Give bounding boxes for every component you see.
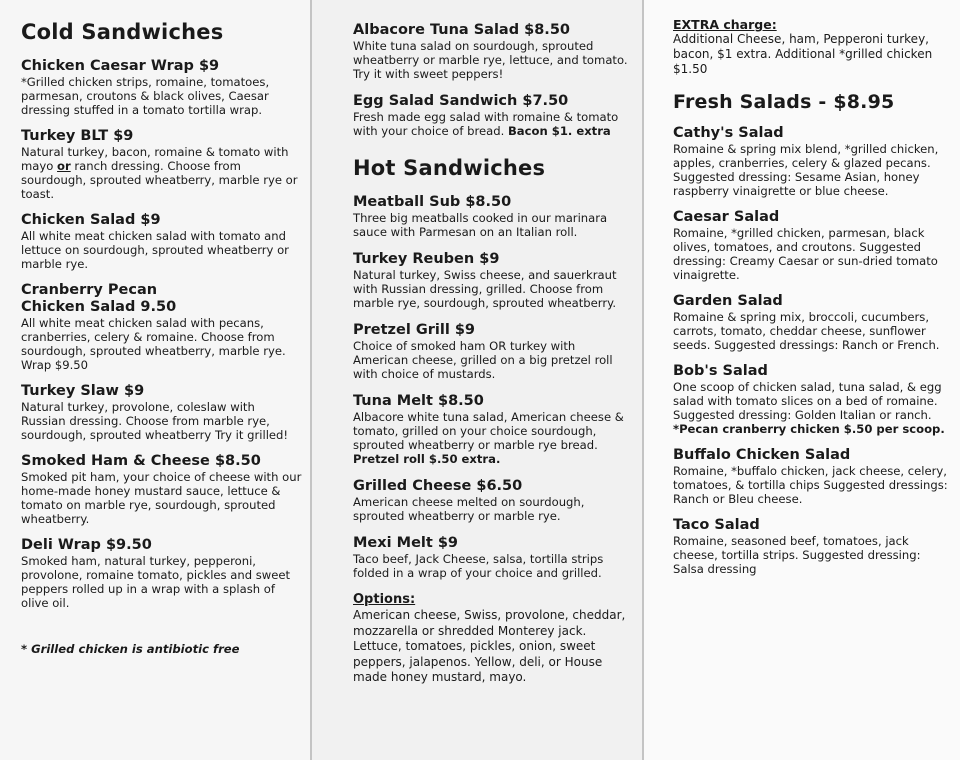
item-name: Caesar Salad	[673, 209, 780, 225]
item-name: Garden Salad	[673, 293, 783, 309]
item-description: Taco beef, Jack Cheese, salsa, tortilla strips folded in a wrap of your choice and grilled.	[353, 552, 604, 580]
item-name: Grilled Cheese $6.50	[353, 478, 523, 494]
item-description: American cheese melted on sourdough, sprouted wheatberry or marble rye.	[353, 495, 585, 523]
fresh-salads-panel	[644, 0, 960, 760]
item-description: White tuna salad on sourdough, sprouted wheatberry or marble rye, lettuce, and tomato. Try it with sweet peppers!	[353, 39, 628, 81]
menu-item	[353, 478, 628, 523]
options-text: American cheese, Swiss, provolone, cheddar, mozzarella or shredded Monterey jack. Lettuce, tomatoes, pickles, onion, sweet peppers, jalapenos. Yellow, deli, or House made honey mustard, mayo.	[353, 608, 626, 684]
item-name: Chicken Salad $9	[21, 212, 161, 228]
item-name: Chicken Salad 9.50	[21, 299, 177, 315]
extra-charge-heading: EXTRA charge:	[673, 17, 777, 32]
item-name: Buffalo Chicken Salad	[673, 447, 851, 463]
menu-item	[673, 125, 954, 198]
menu-item	[673, 209, 954, 282]
item-name: Turkey Slaw $9	[21, 383, 145, 399]
item-name: Taco Salad	[673, 517, 760, 533]
item-name: Smoked Ham & Cheese $8.50	[21, 453, 261, 469]
menu-item	[673, 517, 954, 576]
item-name: Tuna Melt $8.50	[353, 393, 484, 409]
menu-item	[353, 393, 628, 466]
cold-sandwiches-heading: Cold Sandwiches	[21, 20, 224, 44]
item-description-bold: Pretzel roll $.50 extra.	[353, 452, 501, 466]
item-description: Smoked ham, natural turkey, pepperoni, provolone, romaine tomato, pickles and sweet peppers rolled up in a wrap with a splash of olive oil.	[21, 554, 291, 610]
footnote: * Grilled chicken is antibiotic free	[21, 642, 240, 656]
item-name: Pretzel Grill $9	[353, 322, 476, 338]
hot-sandwiches-heading: Hot Sandwiches	[353, 156, 546, 180]
item-description: Albacore white tuna salad, American cheese & tomato, grilled on your choice sourdough, sprouted wheatberry or marble rye bread.	[353, 410, 624, 452]
item-description-bold: *Pecan cranberry chicken $.50 per scoop.	[673, 422, 945, 436]
menu-item	[21, 282, 302, 372]
item-description: All white meat chicken salad with tomato and lettuce on sourdough, sprouted wheatberry or marble rye.	[21, 229, 289, 271]
menu-item	[21, 453, 302, 526]
item-description: Romaine, *buffalo chicken, jack cheese, celery, tomatoes, & tortilla chips Suggested dressings: Ranch or Bleu cheese.	[673, 464, 948, 506]
item-name: Cranberry Pecan	[21, 282, 158, 298]
menu-item	[353, 93, 628, 138]
item-description: Romaine, seasoned beef, tomatoes, jack cheese, tortilla strips. Suggested dressing: Salsa dressing	[673, 534, 921, 576]
item-name: Turkey BLT $9	[21, 128, 134, 144]
item-description: Choice of smoked ham OR turkey with American cheese, grilled on a big pretzel roll with choice of mustards.	[353, 339, 613, 381]
item-description-emphasis: or	[57, 159, 71, 173]
item-description: *Grilled chicken strips, romaine, tomatoes, parmesan, croutons & black olives, Caesar dressing stuffed in a tomato tortilla wrap.	[21, 75, 270, 117]
item-description: All white meat chicken salad with pecans, cranberries, celery & romaine. Choose from sourdough, sprouted wheatberry, marble rye. Wrap $9.50	[21, 316, 286, 372]
item-description: Romaine & spring mix, broccoli, cucumbers, carrots, tomato, cheddar cheese, sunflower seeds. Suggested dressings: Ranch or French.	[673, 310, 940, 352]
item-description: Natural turkey, Swiss cheese, and sauerkraut with Russian dressing, grilled. Choose from marble rye, sourdough, sprouted wheatberry.	[353, 268, 617, 310]
menu-item	[353, 535, 628, 580]
item-name: Turkey Reuben $9	[353, 251, 500, 267]
item-description: Romaine, *grilled chicken, parmesan, black olives, tomatoes, and croutons. Suggested dressing: Creamy Caesar or sun-dried tomato vinaigrette.	[673, 226, 938, 282]
menu-item	[673, 363, 954, 436]
menu-item	[673, 447, 954, 506]
menu-item	[21, 537, 302, 610]
menu-item	[353, 251, 628, 310]
item-description	[353, 110, 628, 138]
extra-charge-text: Additional Cheese, ham, Pepperoni turkey, bacon, $1 extra. Additional *grilled chicken $1.50	[673, 32, 933, 76]
item-description-part: Natural turkey, bacon, romaine & tomato with mayo	[21, 145, 289, 173]
item-description-part: Fresh made egg salad with romaine & tomato with your choice of bread.	[353, 110, 619, 138]
item-name: Mexi Melt $9	[353, 535, 459, 551]
item-description: Natural turkey, provolone, coleslaw with Russian dressing. Choose from marble rye, sourdough, sprouted wheatberry Try it grilled!	[21, 400, 289, 442]
item-name: Egg Salad Sandwich $7.50	[353, 93, 569, 109]
item-name: Albacore Tuna Salad $8.50	[353, 22, 570, 38]
menu-item	[353, 322, 628, 381]
menu-item	[21, 58, 302, 117]
options-heading: Options:	[353, 592, 416, 607]
item-description	[21, 145, 302, 201]
item-name: Bob's Salad	[673, 363, 768, 379]
menu-item	[353, 194, 628, 239]
menu-item	[673, 293, 954, 352]
item-name: Chicken Caesar Wrap $9	[21, 58, 220, 74]
item-description-bold: Bacon $1. extra	[507, 124, 611, 138]
menu-item	[21, 383, 302, 442]
cold-sandwiches-panel	[0, 0, 310, 760]
item-description: One scoop of chicken salad, tuna salad, & egg salad with tomato slices on a bed of romaine. Suggested dressing: Golden Italian or ranch.	[673, 380, 942, 422]
fresh-salads-heading: Fresh Salads - $8.95	[673, 91, 895, 113]
item-description: Smoked pit ham, your choice of cheese with our home-made honey mustard sauce, lettuce & tomato on marble rye, sourdough, sprouted wheatberry.	[21, 470, 302, 526]
menu-item	[21, 212, 302, 271]
item-name: Deli Wrap $9.50	[21, 537, 152, 553]
item-name: Cathy's Salad	[673, 125, 784, 141]
menu-item	[353, 22, 628, 81]
item-name: Meatball Sub $8.50	[353, 194, 512, 210]
menu-item	[21, 128, 302, 201]
hot-sandwiches-panel	[312, 0, 642, 760]
item-description: Romaine & spring mix blend, *grilled chicken, apples, cranberries, celery & glazed pecans. Suggested dressing: Sesame Asian, honey raspberry vinaigrette or blue cheese.	[673, 142, 939, 198]
item-description: Three big meatballs cooked in our marinara sauce with Parmesan on an Italian roll.	[353, 211, 608, 239]
item-description-part: ranch dressing. Choose from sourdough, sprouted wheatberry, marble rye or toast.	[21, 159, 298, 201]
